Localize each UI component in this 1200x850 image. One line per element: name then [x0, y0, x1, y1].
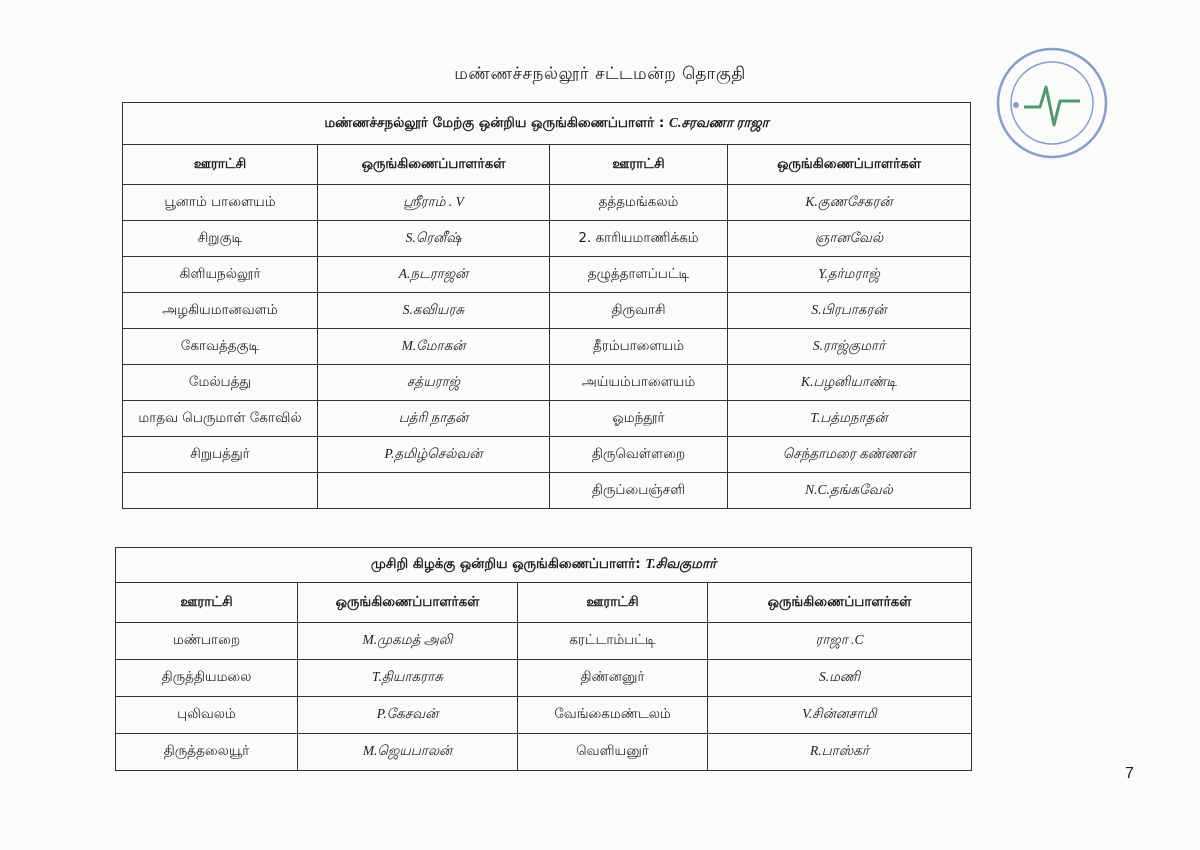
panchayat-cell: சிறுபத்துர் — [123, 437, 318, 473]
panchayat-cell: கோவத்தகுடி — [123, 329, 318, 365]
coordinator-cell: Y.தர்மராஜ் — [728, 257, 971, 293]
column-header: ஒருங்கிணைப்பாளர்கள் — [318, 145, 550, 185]
coordinators-table-east — [115, 547, 972, 771]
panchayat-cell: கிளியநல்லூர் — [123, 257, 318, 293]
column-header: ஊராட்சி — [116, 583, 298, 623]
page-number: 7 — [1125, 765, 1134, 782]
coordinator-cell: N.C.தங்கவேல் — [728, 473, 971, 509]
coordinator-cell: ராஜா .C — [708, 623, 972, 660]
banner-coordinator-name: C.சரவணா ராஜா — [669, 114, 769, 130]
coordinator-cell: K.குணசேகரன் — [728, 185, 971, 221]
coordinator-cell: P.கேசவன் — [298, 697, 518, 734]
table-row — [123, 185, 971, 221]
coordinator-cell: P.தமிழ்செல்வன் — [318, 437, 550, 473]
panchayat-cell: தீரம்பாளையம் — [550, 329, 728, 365]
panchayat-cell: வெளியனுர் — [518, 734, 708, 771]
panchayat-cell: அய்யம்பாளையம் — [550, 365, 728, 401]
seal-stamp-icon — [994, 45, 1110, 161]
table-row — [123, 401, 971, 437]
column-header: ஒருங்கிணைப்பாளர்கள் — [708, 583, 972, 623]
table-banner — [123, 103, 971, 145]
panchayat-cell: மண்பாறை — [116, 623, 298, 660]
table-row — [123, 437, 971, 473]
table-row — [123, 365, 971, 401]
table-header-row — [116, 583, 972, 623]
panchayat-cell: திருவெள்ளறை — [550, 437, 728, 473]
coordinator-cell: S.கவியரசு — [318, 293, 550, 329]
table-row — [116, 660, 972, 697]
panchayat-cell: திருத்தியமலை — [116, 660, 298, 697]
coordinator-cell: R.பாஸ்கர் — [708, 734, 972, 771]
coordinator-cell: M.மோகன் — [318, 329, 550, 365]
panchayat-cell: தத்தமங்கலம் — [550, 185, 728, 221]
panchayat-cell: திண்னனுர் — [518, 660, 708, 697]
coordinator-cell: S.ரெனீஷ் — [318, 221, 550, 257]
banner-coordinator-name: T.சிவகுமார் — [645, 556, 717, 571]
table-row — [116, 697, 972, 734]
panchayat-cell: வேங்கைமண்டலம் — [518, 697, 708, 734]
panchayat-cell — [123, 473, 318, 509]
table-row — [123, 293, 971, 329]
coordinator-cell: M.ஜெயபாலன் — [298, 734, 518, 771]
column-header: ஒருங்கிணைப்பாளர்கள் — [298, 583, 518, 623]
coordinator-cell: பத்ரி நாதன் — [318, 401, 550, 437]
table-row — [116, 734, 972, 771]
table-row — [123, 473, 971, 509]
table-header-row — [123, 145, 971, 185]
column-header: ஒருங்கிணைப்பாளர்கள் — [728, 145, 971, 185]
panchayat-cell: சிறுகுடி — [123, 221, 318, 257]
banner-label: மண்ணச்சநல்லூர் மேற்கு ஒன்றிய ஒருங்கிணைப்பாளர் : — [324, 114, 665, 131]
panchayat-cell: அழகியமானவளம் — [123, 293, 318, 329]
panchayat-cell: பூனாம் பாளையம் — [123, 185, 318, 221]
coordinator-cell: செந்தாமரை கண்ணன் — [728, 437, 971, 473]
panchayat-cell: மேல்பத்து — [123, 365, 318, 401]
panchayat-cell: திருப்பைஞ்சளி — [550, 473, 728, 509]
table-row — [123, 257, 971, 293]
panchayat-cell: மாதவ பெருமாள் கோவில் — [123, 401, 318, 437]
table-banner — [116, 548, 972, 583]
table-row — [116, 623, 972, 660]
coordinator-cell: S.ராஜ்குமார் — [728, 329, 971, 365]
coordinator-cell: S.மணி — [708, 660, 972, 697]
coordinator-cell: V.சின்னசாமி — [708, 697, 972, 734]
coordinator-cell: ஸ்ரீராம் . V — [318, 185, 550, 221]
coordinator-cell: K.பழனியாண்டி — [728, 365, 971, 401]
coordinator-cell: சத்யராஜ் — [318, 365, 550, 401]
page-title: மண்ணச்சநல்லூர் சட்டமன்ற தொகுதி — [454, 64, 746, 84]
column-header: ஊராட்சி — [123, 145, 318, 185]
panchayat-cell: தழுத்தாளப்பட்டி — [550, 257, 728, 293]
table-row — [123, 329, 971, 365]
panchayat-cell: கரட்டாம்பட்டி — [518, 623, 708, 660]
panchayat-cell: திருத்தலையூர் — [116, 734, 298, 771]
coordinator-cell: ஞானவேல் — [728, 221, 971, 257]
panchayat-cell: 2. காரியமாணிக்கம் — [550, 221, 728, 257]
panchayat-cell: புலிவலம் — [116, 697, 298, 734]
coordinator-cell: A.நடராஜன் — [318, 257, 550, 293]
coordinator-cell: T.தியாகராசு — [298, 660, 518, 697]
column-header: ஊராட்சி — [518, 583, 708, 623]
coordinator-cell: M.முகமத் அலி — [298, 623, 518, 660]
banner-label: முசிறி கிழக்கு ஒன்றிய ஒருங்கிணைப்பாளர்: — [370, 556, 641, 572]
coordinators-table-west — [122, 102, 971, 509]
table-row — [123, 221, 971, 257]
column-header: ஊராட்சி — [550, 145, 728, 185]
coordinator-cell — [318, 473, 550, 509]
coordinator-cell: T.பத்மநாதன் — [728, 401, 971, 437]
panchayat-cell: ஓமந்தூர் — [550, 401, 728, 437]
coordinator-cell: S.பிரபாகரன் — [728, 293, 971, 329]
panchayat-cell: திருவாசி — [550, 293, 728, 329]
